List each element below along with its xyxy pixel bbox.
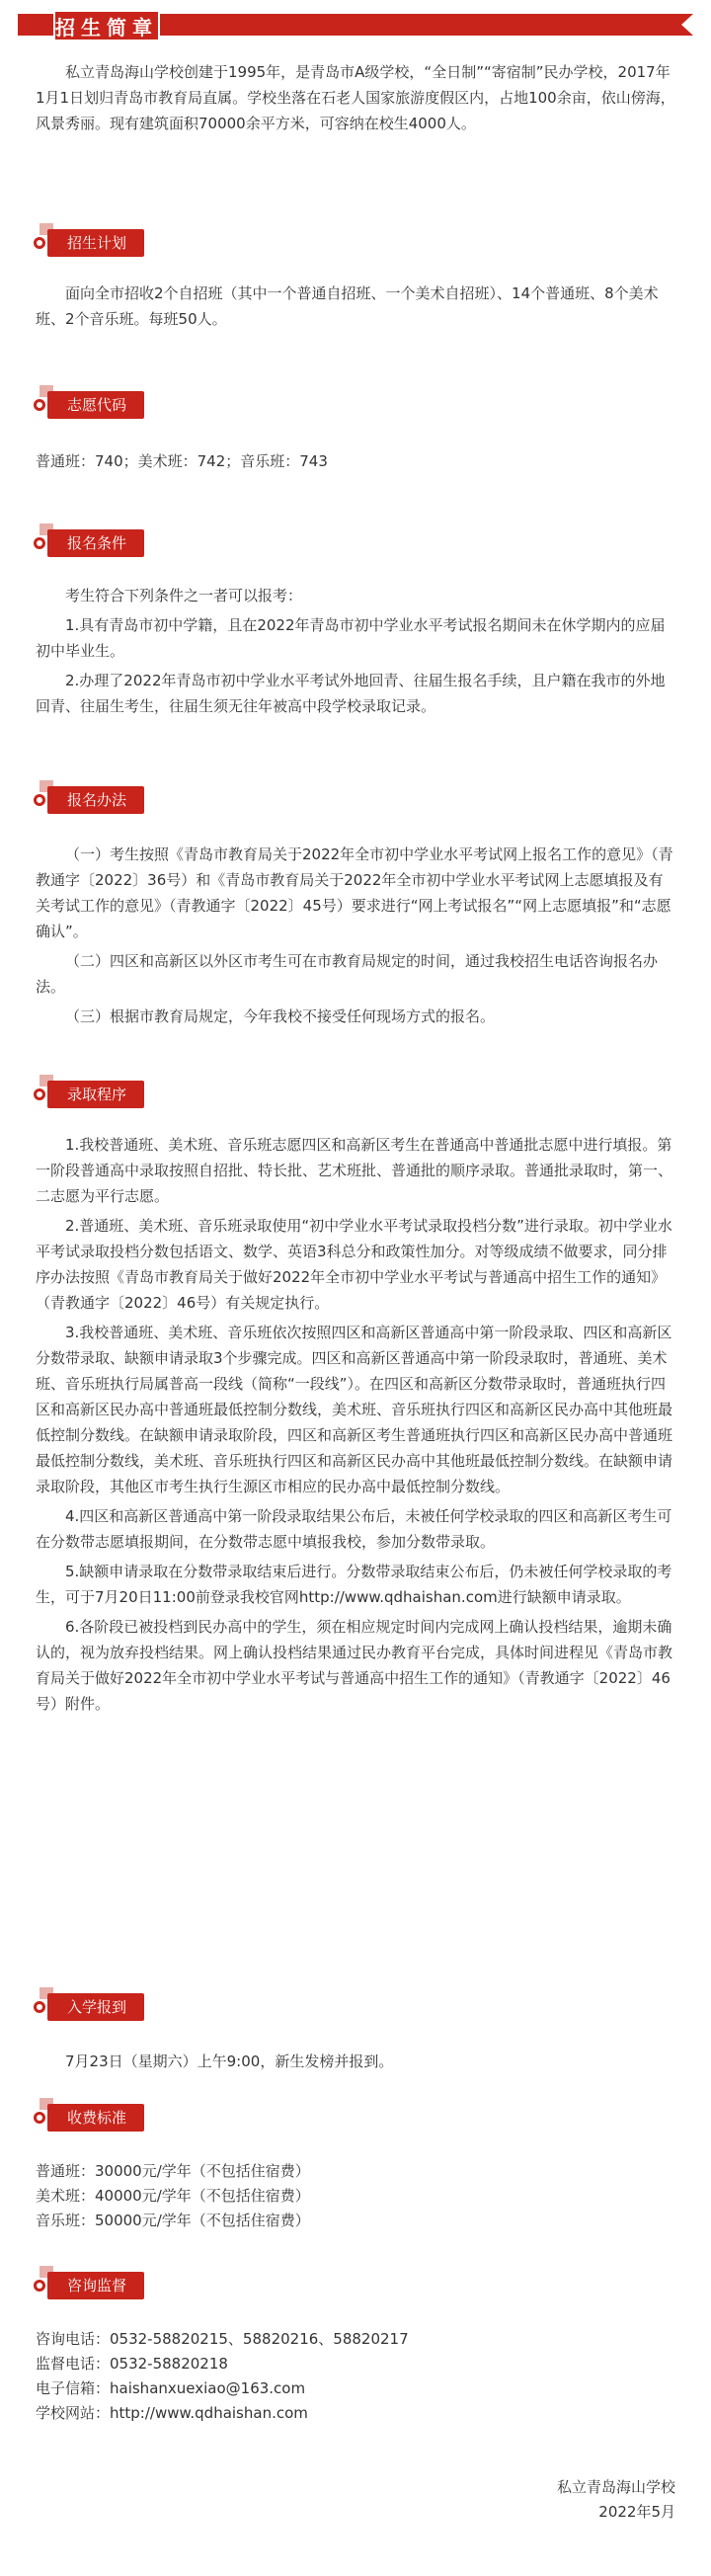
section-body-plan: 面向全市招收2个自招班（其中一个普通自招班、一个美术自招班）、14个普通班、8个美术班、2个音乐班。每班50人。 [36,284,659,328]
pin-icon [34,2112,45,2124]
intro-paragraph: 私立青岛海山学校创建于1995年，是青岛市A级学校，“全日制”“寄宿制”民办学校，2017年1月1日划归青岛市教育局直属。学校坐落在石老人国家旅游度假区内，占地100余亩，依山傍海，风景秀丽。现有建筑面积70000余平方米，可容纳在校生4000人。 [36,63,675,132]
section-body-method: （一）考生按照《青岛市教育局关于2022年全市初中学业水平考试网上报名工作的意见》（青教通字〔2022〕36号）和《青岛市教育局关于2022年全市初中学业水平考试网上志愿填报及有关考试工作的意见》（青教通字〔2022〕45号）要求进行“网上考试报名”“网上志愿填报”和“志愿确认”。 （二）四区和高新区以外区市考生可在市教育局规定的时间，通过我校招生电话咨询报名办法。 （三）根据市教育局规定，今年我校不接受任何现场方式的报名。 [36,845,673,1025]
section-body-fees: 普通班：30000元/学年（不包括住宿费） 美术班：40000元/学年（不包括住宿费） 音乐班：50000元/学年（不包括住宿费） [36,2162,310,2229]
signature-date: 2022年5月 [598,2503,675,2521]
pin-icon [34,399,45,411]
page-title: 招生简章 [53,10,160,41]
pin-icon [34,237,45,249]
signature-school: 私立青岛海山学校 [556,2478,675,2496]
pin-icon [34,1088,45,1100]
section-body-contact: 咨询电话：0532-58820215、58820216、58820217 监督电话：0532-58820218 电子信箱：haishanxuexiao@163.com 学校网站：http://www.qdhaishan.com [36,2330,409,2422]
pin-icon [34,794,45,806]
pin-icon [34,2001,45,2013]
title-banner [18,10,693,43]
section-body-registration: 7月23日（星期六）上午9:00，新生发榜并报到。 [65,2053,394,2070]
section-body-code: 普通班：740；美术班：742；音乐班：743 [36,452,328,470]
pin-icon [34,2280,45,2292]
pin-icon [34,537,45,549]
signature [557,2475,675,2525]
section-body-admission: 1.我校普通班、美术班、音乐班志愿四区和高新区考生在普通高中普通批志愿中进行填报。第一阶段普通高中录取按照自招批、特长批、艺术班批、普通批的顺序录取。普通批录取时，第一、二志愿为平行志愿。 2.普通班、美术班、音乐班录取使用“初中学业水平考试录取投档分数”进行录取。初中学业水平考试录取投档分数包括语文、数学、英语3科总分和政策性加分。对等级成绩不做要求，同分排序办法按照《青岛市教育局关于做好2022年全市初中学业水平考试与普通高中招生工作的通知》（青教通字〔2022〕46号）有关规定执行。 3.我校普通班、美术班、音乐班依次按照四区和高新区普通高中第一阶段录取、四区和高新区分数带录取、缺额申请录取3个步骤完成。四区和高新区普通高中第一阶段录取时，普通班、美术班、音乐班执行局属普高一段线（简称“一段线”）。在四区和高新区分数带录取时，普通班执行四区和高新区民办高中普通班最低控制分数线，美术班、音乐班执行四区和高新区民办高中其他班最低控制分数线。在缺额申请录取阶段，四区和高新区考生普通班执行四区和高新区民办高中普通班最低控制分数线，美术班、音乐班执行四区和高新区民办高中其他班最低控制分数线。在缺额申请录取阶段，其他区市考生执行生源区市相应的民办高中最低控制分数线。 4.四区和高新区普通高中第一阶段录取结果公布后，未被任何学校录取的四区和高新区考生可在分数带志愿填报期间，在分数带志愿中填报我校，参加分数带录取。 5.缺额申请录取在分数带录取结束后进行。分数带录取结束公布后，仍未被任何学校录取的考生，可于7月20日11:00前登录我校官网http://www.qdhaishan.com进行缺额申请录取。 6.各阶段已被投档到民办高中的学生，须在相应规定时间内完成网上确认投档结果，逾期未确认的，视为放弃投档结果。网上确认投档结果通过民办教育平台完成，具体时间进程见《青岛市教育局关于做好2022年全市初中学业水平考试与普通高中招生工作的通知》（青教通字〔2022〕46号）附件。 [36,1136,673,1713]
section-body-conditions: 考生符合下列条件之一者可以报考： 1.具有青岛市初中学籍，且在2022年青岛市初中学业水平考试报名期间未在休学期内的应届初中毕业生。 2.办理了2022年青岛市初中学业水平考试外地回青、往届生报名手续，且户籍在我市的外地回青、往届生考生，往届生须无往年被高中段学校录取记录。 [36,587,666,715]
